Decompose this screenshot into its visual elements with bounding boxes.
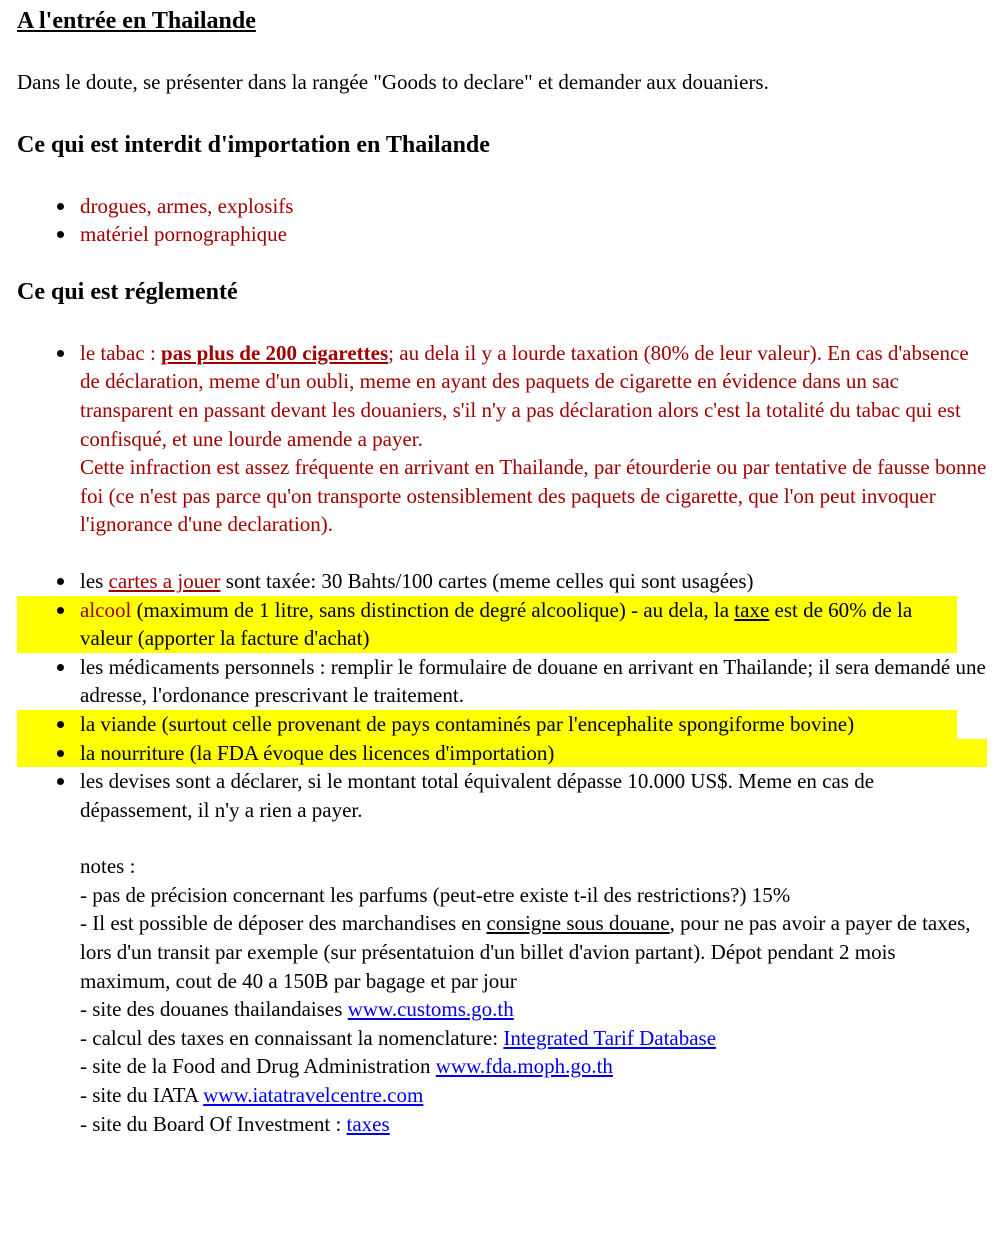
boi-taxes-link[interactable]: taxes	[346, 1111, 390, 1136]
link-prefix: - site de la Food and Drug Administration	[80, 1054, 436, 1079]
iata-link[interactable]: www.iatatravelcentre.com	[203, 1083, 424, 1108]
list-reglemente	[17, 339, 987, 1138]
tarif-database-link[interactable]: Integrated Tarif Database	[503, 1025, 717, 1050]
cartes-link[interactable]: cartes a jouer	[108, 568, 221, 593]
alcool-taxe-link[interactable]: taxe	[734, 597, 770, 622]
list-item-devises	[17, 767, 987, 1138]
section-title-reglemente: Ce qui est réglementé	[17, 278, 238, 305]
notes-link-line	[80, 1081, 987, 1110]
list-item-alcool	[17, 596, 957, 653]
section-title-interdit: Ce qui est interdit d'importation en Thailande	[17, 131, 490, 158]
cartes-text: sont taxée: 30 Bahts/100 cartes (meme celles qui sont usagées)	[220, 568, 754, 593]
notes-label: notes :	[80, 854, 136, 879]
customs-link[interactable]: www.customs.go.th	[347, 997, 514, 1022]
tabac-paragraph-2: Cette infraction est assez fréquente en arrivant en Thailande, par étourderie ou par tentative de fausse bonne foi (ce n'est pas parce qu'on transporte ostensiblement des paquets de cigarette, que l'on peut invoquer l'ignorance d'une declaration).	[80, 455, 987, 537]
notes-block	[80, 852, 987, 1138]
notes-parfums: - pas de précision concernant les parfums (peut-etre existe t-il des restrictions?) 15%	[80, 882, 791, 907]
list-item-viande: la viande (surtout celle provenant de pays contaminés par l'encephalite spongiforme bovine)	[17, 710, 957, 739]
intro-paragraph: Dans le doute, se présenter dans la rangée "Goods to declare" et demander aux douaniers.	[17, 70, 769, 94]
list-item-interdit: matériel pornographique	[17, 220, 987, 249]
notes-link-line	[80, 1024, 987, 1053]
list-item-tabac	[17, 339, 987, 539]
list-item-cartes	[17, 567, 987, 596]
list-item-interdit: drogues, armes, explosifs	[17, 192, 987, 221]
link-prefix: - site du Board Of Investment :	[80, 1111, 347, 1136]
tabac-limit-link[interactable]: pas plus de 200 cigarettes	[161, 340, 389, 365]
notes-consigne	[80, 909, 987, 995]
list-item-nourriture: la nourriture (la FDA évoque des licences d'importation)	[17, 739, 987, 768]
tabac-text: ; au dela il y a lourde taxation (80% de leur valeur). En cas d'absence de déclaration, meme d'un oubli, meme en ayant des paquets de cigarette en évidence dans un sac transparent en passant devant les douaniers, s'il n'y a pas déclaration alors c'est la totalité du tabac qui est confisqué, et une lourde amende a payer.	[80, 340, 969, 451]
fda-link[interactable]: www.fda.moph.go.th	[435, 1054, 613, 1079]
notes-link-line	[80, 1110, 987, 1139]
link-prefix: - calcul des taxes en connaissant la nomenclature:	[80, 1025, 504, 1050]
cartes-prefix: les	[80, 568, 109, 593]
notes-link-line	[80, 995, 987, 1024]
alcool-keyword: alcool	[80, 597, 132, 622]
consigne-link[interactable]: consigne sous douane	[486, 911, 670, 936]
list-item-medicaments: les médicaments personnels : remplir le formulaire de douane en arrivant en Thailande; il sera demandé une adresse, l'ordonance prescrivant le traitement.	[17, 653, 987, 710]
link-prefix: - site des douanes thailandaises	[80, 997, 348, 1022]
tabac-prefix: le tabac :	[80, 340, 162, 365]
devises-text: les devises sont a déclarer, si le montant total équivalent dépasse 10.000 US$. Meme en cas de dépassement, il n'y a rien a payer.	[80, 769, 875, 822]
alcool-text-rest: est de 60% de la valeur (apporter la facture d'achat)	[80, 597, 913, 651]
consigne-text: , pour ne pas avoir a payer de taxes, lors d'un transit par exemple (sur présentatuion d'un billet d'avion partant). Dépot pendant 2 mois maximum, cout de 40 a 150B par bagage et par jour	[80, 911, 971, 993]
page-title: A l'entrée en Thailande	[17, 8, 256, 34]
alcool-text: (maximum de 1 litre, sans distinction de degré alcoolique) - au dela, la	[131, 597, 735, 622]
notes-link-line	[80, 1052, 987, 1081]
list-interdit	[17, 192, 987, 249]
consigne-prefix: - Il est possible de déposer des marchandises en	[80, 911, 487, 936]
link-prefix: - site du IATA	[80, 1083, 204, 1108]
